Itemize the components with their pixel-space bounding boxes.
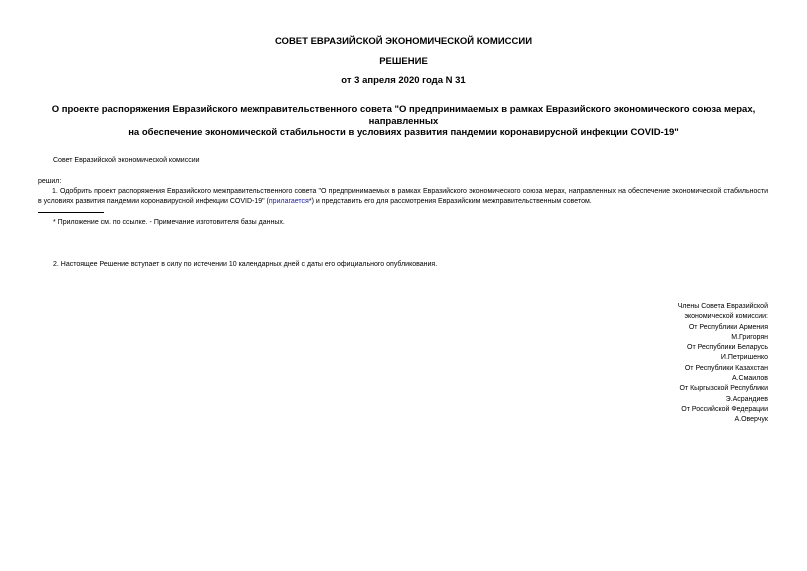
member-country: От Российской Федерации [681, 405, 768, 413]
signature-heading-line-2: экономической комиссии: [684, 313, 768, 321]
subject-line-1: О проекте распоряжения Евразийского межправительственного совета "О предпринимаемых в рамках Евразийского экономического союза мерах, направленных [51, 104, 756, 127]
item-1-text-end: *) и представить его для рассмотрения Евразийским межправительственным советом. [308, 198, 592, 205]
resolved-text: решил: [38, 178, 62, 185]
footnote-text: * Приложение см. по ссылке. - Примечание изготовителя базы данных. [53, 219, 285, 226]
member-name: М.Григорян [731, 333, 768, 341]
member-country: От Республики Казахстан [684, 364, 768, 372]
item-1-paragraph [38, 187, 768, 207]
subject-line-2: на обеспечение экономической стабильности в условиях развития пандемии коронавирусной инфекции COVID-19" [128, 127, 679, 138]
document-date-number: от 3 апреля 2020 года N 31 [341, 75, 466, 86]
appendix-link[interactable]: прилагается [268, 198, 309, 205]
document-subject [30, 104, 777, 139]
organization-title: СОВЕТ ЕВРАЗИЙСКОЙ ЭКОНОМИЧЕСКОЙ КОМИССИИ [274, 36, 533, 47]
member-name: И.Петришенко [720, 354, 768, 362]
issuer-text: Совет Евразийской экономической комиссии [53, 157, 200, 164]
document-type: РЕШЕНИЕ [379, 56, 428, 67]
member-country: От Республики Беларусь [687, 344, 768, 352]
member-country: От Республики Армения [688, 323, 768, 331]
signature-heading-line-1: Члены Совета Евразийской [677, 303, 768, 310]
item-2-paragraph: 2. Настоящее Решение вступает в силу по истечении 10 календарных дней с даты его официального опубликования. [53, 261, 438, 268]
member-name: Э.Асрандиев [725, 395, 768, 403]
member-country: От Кыргызской Республики [679, 385, 768, 393]
footnote-divider [38, 212, 104, 213]
item-1-text-start: 1. Одобрить проект распоряжения Евразийского межправительственного совета "О предпринимаемых в рамках Евразийского экономического союза мерах, направленных на обеспечение экономической стабильности в условиях развития пандемии коронавирусной инфекции COVID-19" ( [38, 188, 768, 205]
signature-block [678, 302, 768, 426]
member-name: А.Смаилов [731, 375, 768, 383]
member-name: А.Оверчук [734, 416, 768, 424]
